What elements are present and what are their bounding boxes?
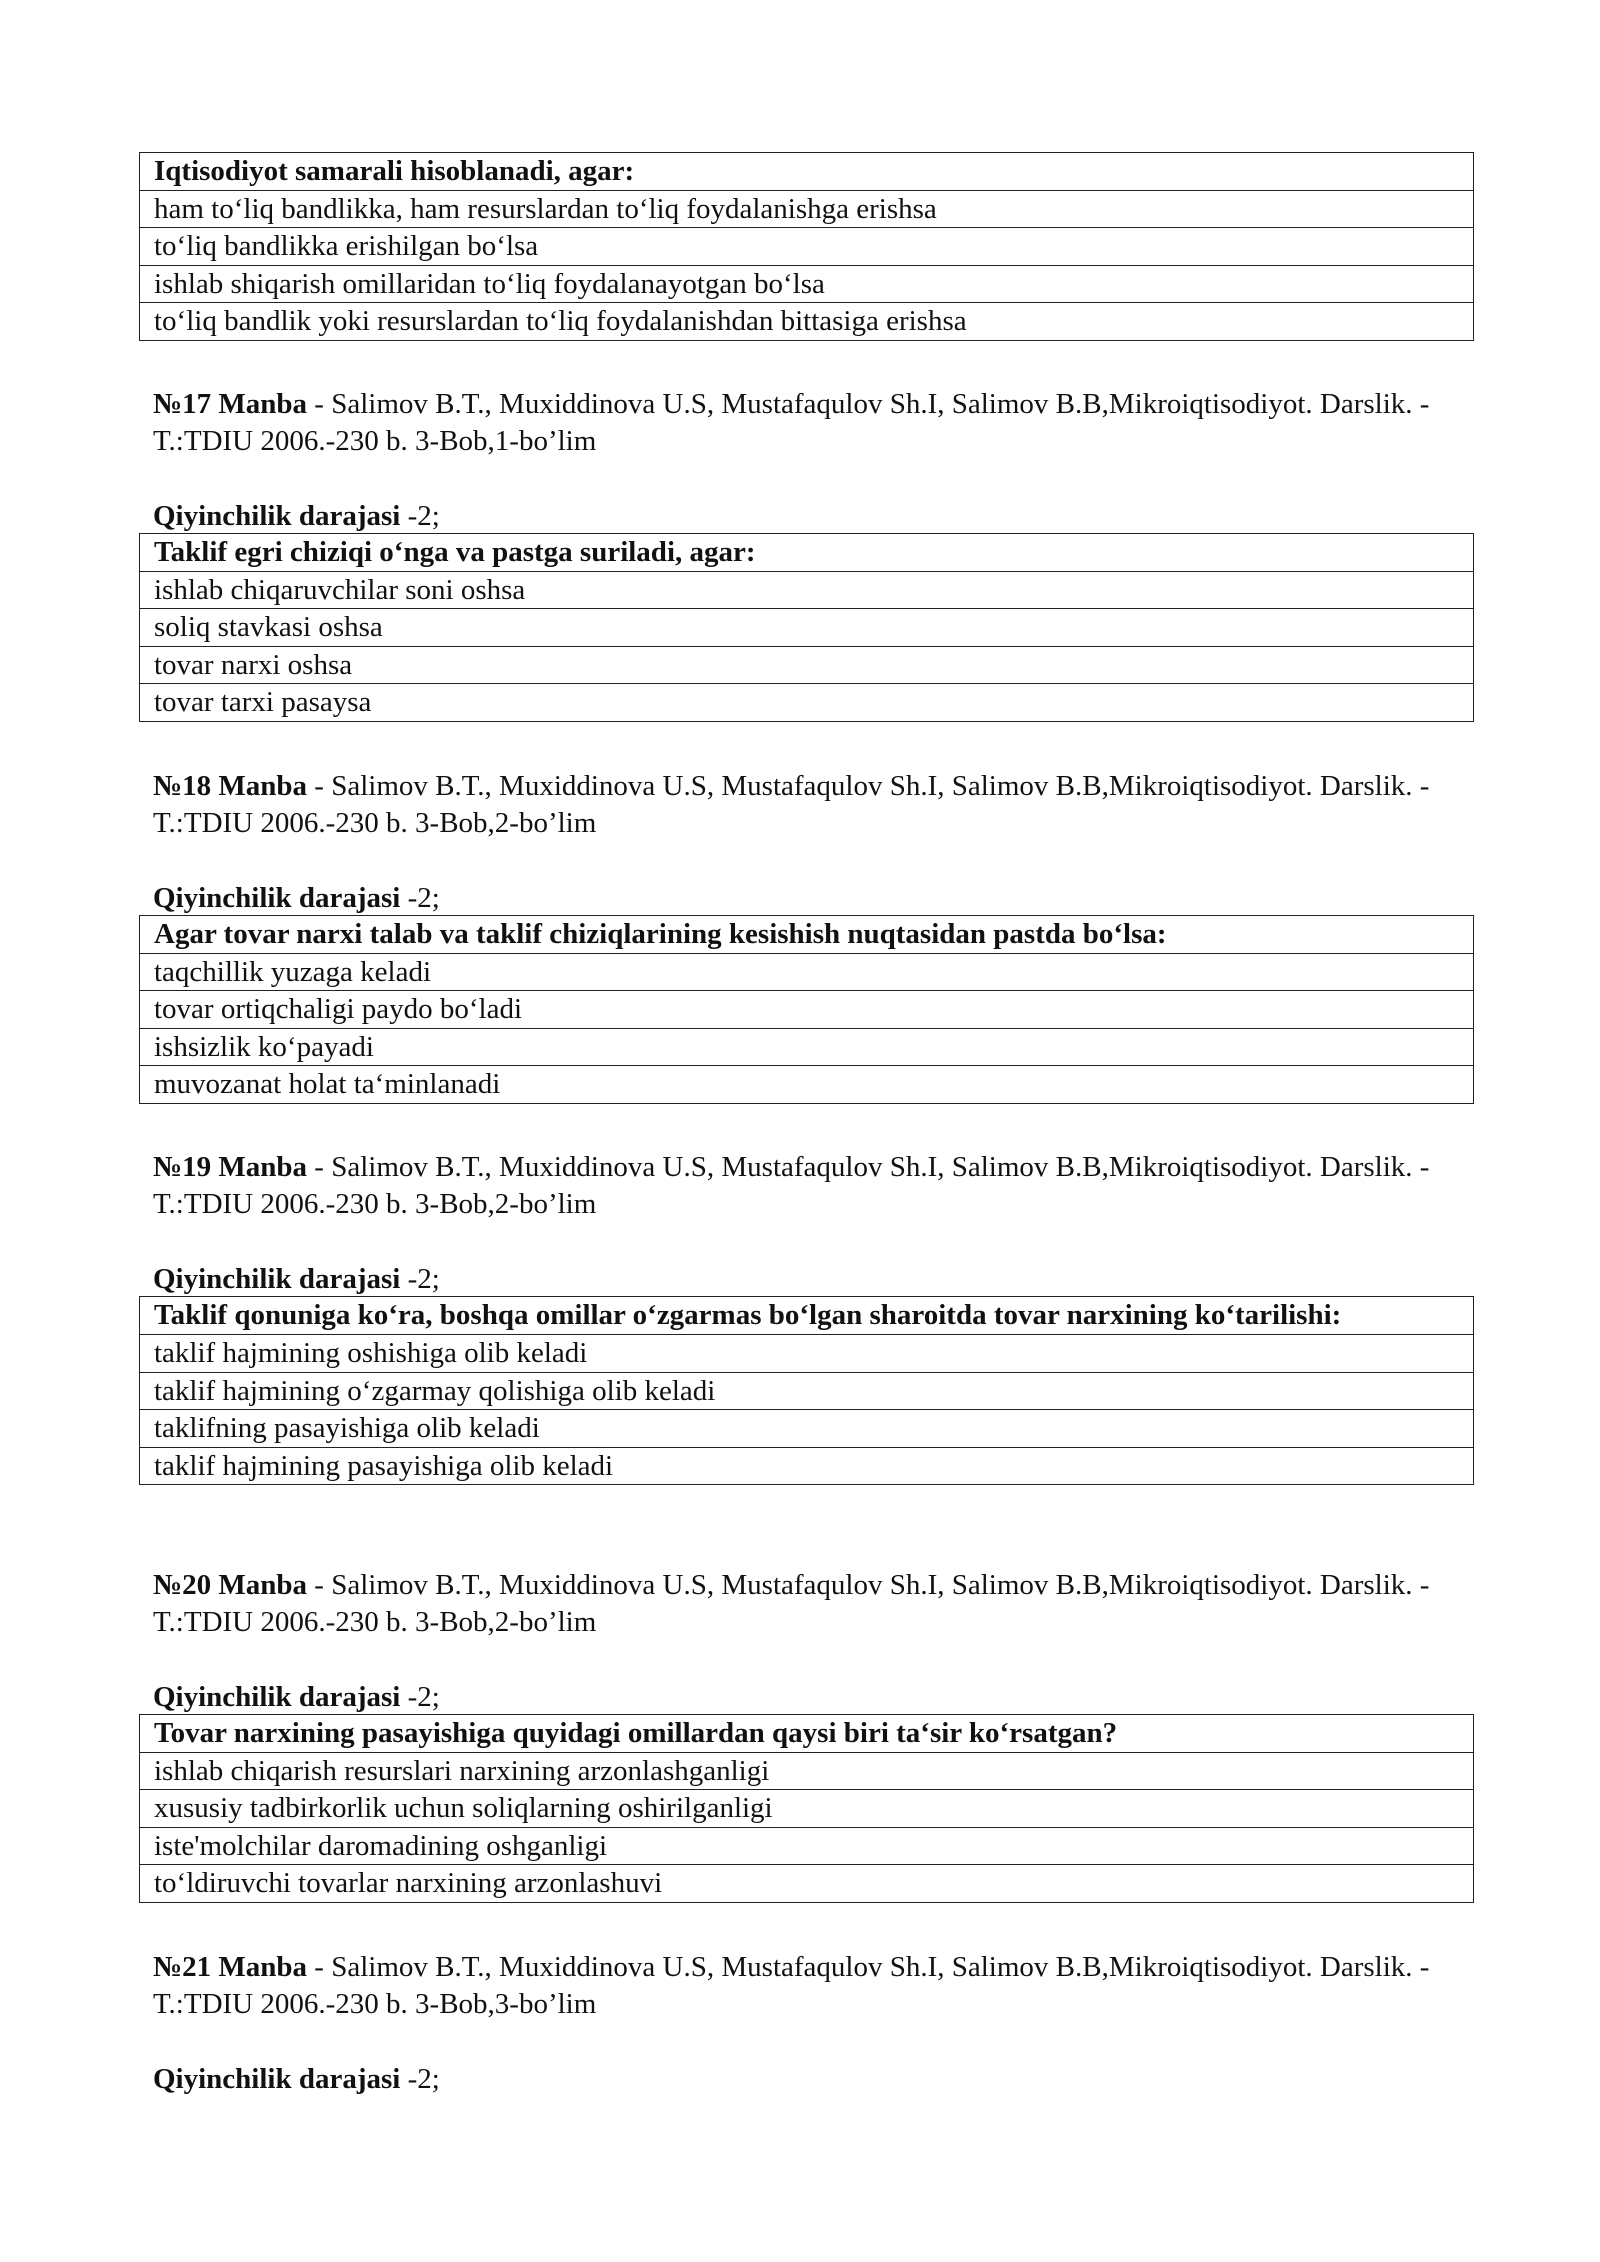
difficulty-label: Qiyinchilik darajasi	[153, 500, 401, 532]
option-text: taklif hajmining pasayishiga olib keladi	[140, 1447, 1474, 1485]
difficulty-label: Qiyinchilik darajasi	[153, 2063, 401, 2095]
option-row	[140, 684, 1474, 722]
option-text: to‘liq bandlikka erishilgan bo‘lsa	[140, 228, 1474, 266]
difficulty-value: -2;	[400, 2063, 440, 2095]
option-row	[140, 1790, 1474, 1828]
difficulty-line-19	[153, 1261, 440, 1297]
option-row	[140, 646, 1474, 684]
question-table-20	[139, 1714, 1474, 1903]
question-table-19	[139, 1296, 1474, 1485]
difficulty-value: -2;	[400, 882, 440, 914]
source-paragraph-17	[153, 386, 1478, 460]
source-label: Manba	[218, 1569, 308, 1601]
difficulty-label: Qiyinchilik darajasi	[153, 1681, 401, 1713]
difficulty-line-17	[153, 498, 440, 534]
question-row	[140, 1715, 1474, 1753]
option-text: taqchillik yuzaga keladi	[140, 953, 1474, 991]
option-row	[140, 1335, 1474, 1373]
option-row	[140, 303, 1474, 341]
option-text: taklif hajmining oshishiga olib keladi	[140, 1335, 1474, 1373]
option-text: tovar tarxi pasaysa	[140, 684, 1474, 722]
option-text: ishlab shiqarish omillaridan to‘liq foydalanayotgan bo‘lsa	[140, 265, 1474, 303]
source-label: Manba	[218, 1151, 308, 1183]
source-paragraph-18	[153, 768, 1478, 842]
source-paragraph-21	[153, 1949, 1478, 2023]
question-table-18	[139, 915, 1474, 1104]
question-row	[140, 534, 1474, 572]
source-label: Manba	[218, 1951, 308, 1983]
option-text: to‘liq bandlik yoki resurslardan to‘liq foydalanishdan bittasiga erishsa	[140, 303, 1474, 341]
source-text: - Salimov B.T., Muxiddinova U.S, Mustafaqulov Sh.I, Salimov B.B,Mikroiqtisodiyot. Darslik. -T.:TDIU 2006.-230 b. 3-Bob,3-bo’lim	[153, 1951, 1430, 2020]
option-row	[140, 609, 1474, 647]
question-text: Agar tovar narxi talab va taklif chiziqlarining kesishish nuqtasidan pastda bo‘lsa:	[140, 916, 1474, 954]
question-row	[140, 916, 1474, 954]
option-row	[140, 953, 1474, 991]
source-text: - Salimov B.T., Muxiddinova U.S, Mustafaqulov Sh.I, Salimov B.B,Mikroiqtisodiyot. Darslik. -T.:TDIU 2006.-230 b. 3-Bob,2-bo’lim	[153, 1151, 1430, 1220]
option-row	[140, 1752, 1474, 1790]
question-text: Taklif egri chiziqi o‘nga va pastga suriladi, agar:	[140, 534, 1474, 572]
option-text: muvozanat holat ta‘minlanadi	[140, 1066, 1474, 1104]
question-number: №17	[153, 388, 212, 420]
option-row	[140, 1028, 1474, 1066]
source-text: - Salimov B.T., Muxiddinova U.S, Mustafaqulov Sh.I, Salimov B.B,Mikroiqtisodiyot. Darslik. -T.:TDIU 2006.-230 b. 3-Bob,2-bo’lim	[153, 1569, 1430, 1638]
source-text: - Salimov B.T., Muxiddinova U.S, Mustafaqulov Sh.I, Salimov B.B,Mikroiqtisodiyot. Darslik. -T.:TDIU 2006.-230 b. 3-Bob,2-bo’lim	[153, 770, 1430, 839]
question-table-1	[139, 152, 1474, 341]
source-label: Manba	[218, 770, 308, 802]
option-row	[140, 991, 1474, 1029]
question-text: Tovar narxining pasayishiga quyidagi omillardan qaysi biri ta‘sir ko‘rsatgan?	[140, 1715, 1474, 1753]
option-row	[140, 190, 1474, 228]
question-table-17	[139, 533, 1474, 722]
option-row	[140, 228, 1474, 266]
question-text: Iqtisodiyot samarali hisoblanadi, agar:	[140, 153, 1474, 191]
difficulty-line-21	[153, 2061, 440, 2097]
option-text: iste'molchilar daromadining oshganligi	[140, 1827, 1474, 1865]
difficulty-value: -2;	[400, 500, 440, 532]
option-text: taklifning pasayishiga olib keladi	[140, 1410, 1474, 1448]
option-text: tovar ortiqchaligi paydo bo‘ladi	[140, 991, 1474, 1029]
option-row	[140, 265, 1474, 303]
question-number: №21	[153, 1951, 212, 1983]
option-text: ishlab chiqaruvchilar soni oshsa	[140, 571, 1474, 609]
option-row	[140, 571, 1474, 609]
option-text: taklif hajmining o‘zgarmay qolishiga olib keladi	[140, 1372, 1474, 1410]
option-text: ham to‘liq bandlikka, ham resurslardan to‘liq foydalanishga erishsa	[140, 190, 1474, 228]
source-paragraph-19	[153, 1149, 1478, 1223]
option-row	[140, 1410, 1474, 1448]
option-text: xususiy tadbirkorlik uchun soliqlarning oshirilganligi	[140, 1790, 1474, 1828]
question-number: №19	[153, 1151, 212, 1183]
option-text: to‘ldiruvchi tovarlar narxining arzonlashuvi	[140, 1865, 1474, 1903]
option-row	[140, 1372, 1474, 1410]
difficulty-value: -2;	[400, 1263, 440, 1295]
difficulty-value: -2;	[400, 1681, 440, 1713]
option-row	[140, 1865, 1474, 1903]
question-row	[140, 153, 1474, 191]
option-text: ishlab chiqarish resurslari narxining arzonlashganligi	[140, 1752, 1474, 1790]
source-text: - Salimov B.T., Muxiddinova U.S, Mustafaqulov Sh.I, Salimov B.B,Mikroiqtisodiyot. Darslik. -T.:TDIU 2006.-230 b. 3-Bob,1-bo’lim	[153, 388, 1430, 457]
question-text: Taklif qonuniga ko‘ra, boshqa omillar o‘zgarmas bo‘lgan sharoitda tovar narxining ko‘tarilishi:	[140, 1297, 1474, 1335]
difficulty-label: Qiyinchilik darajasi	[153, 1263, 401, 1295]
option-text: ishsizlik ko‘payadi	[140, 1028, 1474, 1066]
difficulty-label: Qiyinchilik darajasi	[153, 882, 401, 914]
difficulty-line-18	[153, 880, 440, 916]
question-number: №18	[153, 770, 212, 802]
option-text: tovar narxi oshsa	[140, 646, 1474, 684]
option-row	[140, 1066, 1474, 1104]
difficulty-line-20	[153, 1679, 440, 1715]
question-number: №20	[153, 1569, 212, 1601]
question-row	[140, 1297, 1474, 1335]
option-row	[140, 1447, 1474, 1485]
source-label: Manba	[218, 388, 308, 420]
option-row	[140, 1827, 1474, 1865]
source-paragraph-20	[153, 1567, 1478, 1641]
option-text: soliq stavkasi oshsa	[140, 609, 1474, 647]
